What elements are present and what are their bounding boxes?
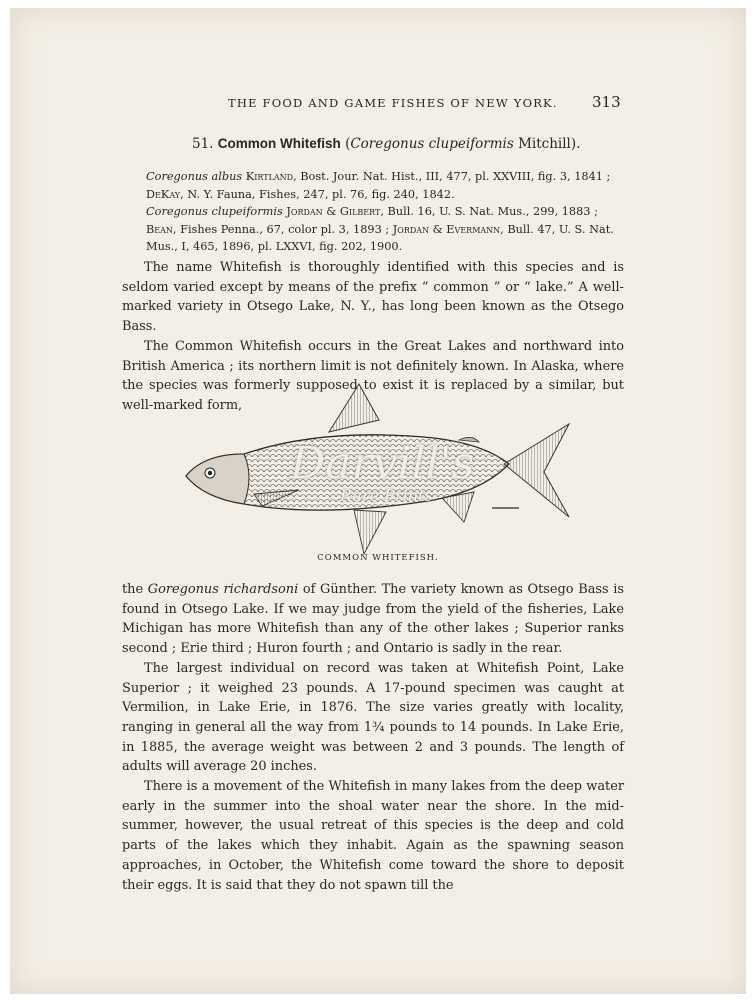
synonym-reference: , N. Y. Fauna, Fishes, 247, pl. 76, fig. 240, 1842. (180, 187, 455, 201)
species-author: Mitchill). (513, 136, 581, 152)
body-text-lower (122, 580, 624, 895)
synonym-name: Coregonus albus (146, 170, 243, 183)
synonym-author: Bean (146, 222, 173, 236)
species-scientific-name: Coregonus clupeiformis (350, 136, 514, 152)
tail-fin (504, 424, 569, 517)
watermark-subtitle: Rare Prints (340, 486, 433, 505)
synonym-reference: , Bost. Jour. Nat. Hist., III, 477, pl. XXVIII, fig. 3, 1841 ; (293, 170, 611, 183)
species-reference: Goregonus richardsoni (147, 582, 299, 597)
dorsal-fin (329, 384, 379, 432)
synonymy-entry (146, 168, 616, 203)
paragraph: There is a movement of the Whitefish in many lakes from the deep water early in the summer into the shoal water near the shore. In the mid-summer, however, the usual retreat of this species is the deep and cold parts of the lakes which they inhabit. Again as the spawning season approaches, in October, the Whitefish come toward the shore to deposit their eggs. It is said that they do not spawn till the (122, 779, 624, 893)
synonym-reference: , Bull. 47, U. S. Nat. Mus., I, 465, 1896, pl. LXXVI, fig. 202, 1900. (146, 222, 614, 253)
paragraph: The Common Whitefish occurs in the Great Lakes and northward into British America ; its northern limit is not definitely known. In Alaska, where the species was formerly supposed to exist it is replaced by a similar, but well-marked form, (122, 338, 624, 413)
synonym-author: DeKay (146, 187, 181, 201)
synonym-author: Kirtland (245, 170, 294, 183)
book-page (10, 8, 746, 994)
synonym-author: Jordan & Evermann (392, 222, 501, 236)
synonym-reference: , Fishes Penna., 67, color pl. 3, 1893 ; (172, 222, 393, 236)
species-common-name: Common Whitefish (217, 136, 341, 151)
species-heading (192, 136, 580, 152)
paragraph-lead: the (122, 582, 148, 597)
synonymy-entry (146, 203, 616, 256)
paragraph-rest: of Günther. The variety known as Otsego Bass is found in Otsego Lake. If we may judge from the yield of the fisheries, Lake Michigan has more Whitefish than any of the other lakes ; Superior ranks second ; Erie third ; Huron fourth ; and Ontario is sadly in the rear. (122, 582, 624, 657)
paragraph (122, 580, 624, 659)
synonym-name: Coregonus clupeiformis (146, 205, 283, 218)
species-number: 51. (192, 136, 214, 152)
figure-caption: COMMON WHITEFISH. (317, 553, 439, 563)
paragraph: The largest individual on record was taken at Whitefish Point, Lake Superior ; it weighed 23 pounds. A 17-pound specimen was caught at Vermilion, in Lake Erie, in 1876. The size varies greatly with locality, ranging in general all the way from 1¾ pounds to 14 pounds. In Lake Erie, in 1885, the average weight was between 2 and 3 pounds. The length of adults will average 20 inches. (122, 660, 624, 775)
watermark-logo: Darvill's (290, 438, 475, 489)
paragraph: The name Whitefish is thoroughly identified with this species and is seldom varied except by means of the prefix “ common ” or “ lake.” A well-marked variety in Otsego Lake, N. Y., has long been known as the Otsego Bass. (122, 260, 624, 335)
synonym-author: Jordan & Gilbert (286, 205, 381, 218)
page-number: 313 (592, 93, 621, 111)
synonym-reference: , Bull. 16, U. S. Nat. Mus., 299, 1883 ; (380, 205, 598, 218)
running-head-title: THE FOOD AND GAME FISHES OF NEW YORK. (228, 96, 558, 110)
heading-open-paren: ( (340, 136, 351, 152)
